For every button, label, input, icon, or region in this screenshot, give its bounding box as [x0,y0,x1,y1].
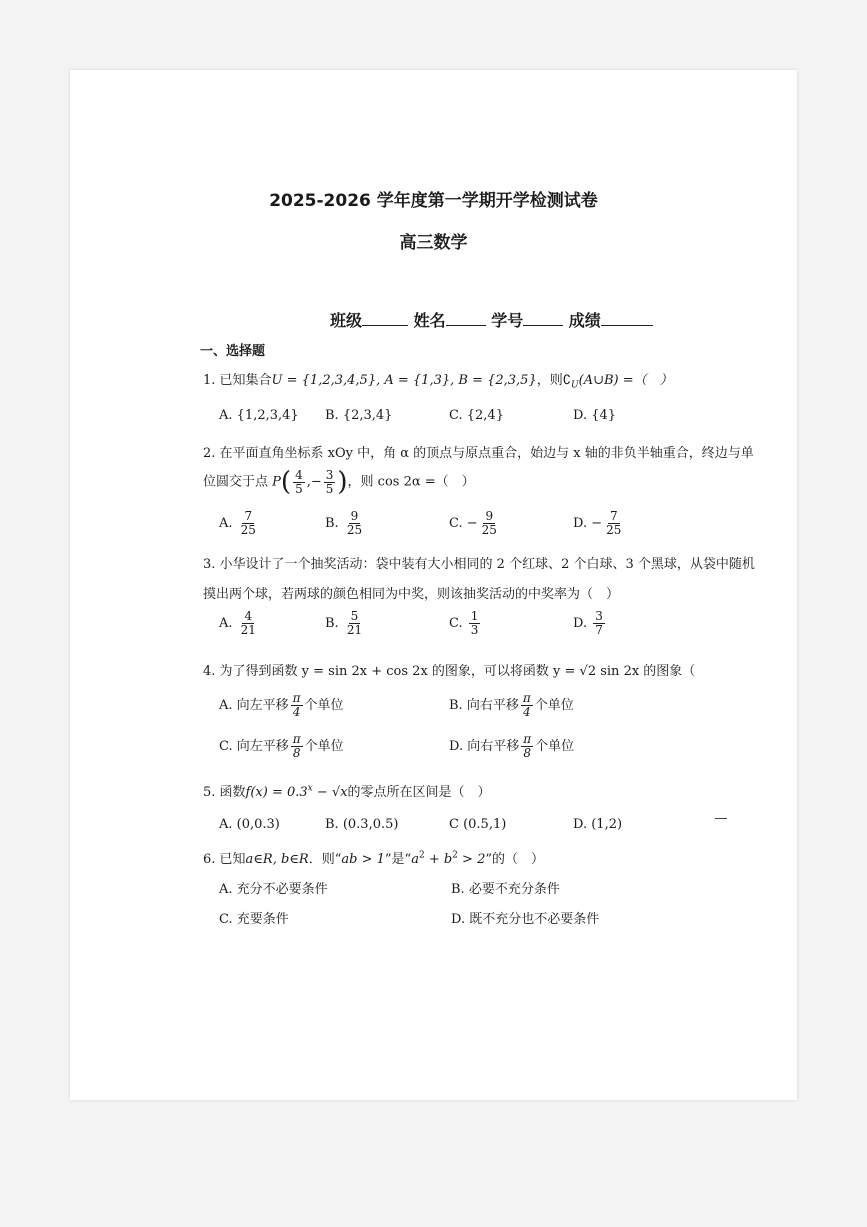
section-title: 一、选择题 [200,344,266,359]
name-label: 姓名 [413,311,446,330]
q4-option-d[interactable]: D. 向右平移 $\frac{\pi}{8}$ 个单位 [449,732,575,760]
q1-then: ，则 [536,373,563,388]
q2-point-p: P [272,474,281,490]
q2-y-frac: $\frac{3}{5}$ [325,467,334,496]
q5-prefix: 5. 函数 [203,785,246,800]
q6-end: ”的（ ） [485,852,544,867]
q3-option-b[interactable]: B. $\frac{5}{21}$ [325,609,363,637]
q6-mid1: ．则“ [308,852,342,867]
q1-option-d[interactable]: D. {4} [573,408,617,423]
id-label: 学号 [491,311,524,330]
score-label: 成绩 [568,311,601,330]
q2-option-c[interactable]: C. − $\frac{9}{25}$ [449,509,497,537]
q6-prefix: 6. 已知 [203,852,246,867]
question-3-line-2: 摸出两个球，若两球的颜色相同为中奖，则该抽奖活动的中奖率为（ ） [203,587,620,602]
question-2-line-1: 2. 在平面直角坐标系 xOy 中，角 α 的顶点与原点重合，始边与 x 轴的非负半轴重合，终边与单 [203,446,754,461]
q6-sq-a: 2 [418,850,425,861]
q2-y-sign: ,− [306,474,322,490]
q5-func: f(x) = 0.3 [245,785,308,800]
q6-c2a: a [411,852,419,867]
question-2-line-2: 位圆交于点 P( $\frac{4}{5}$ ,− $\frac{3}{5}$ )，则 cos 2α =（ ） [203,467,475,497]
q1-sub-u: U [571,380,579,391]
q2-prefix: 位圆交于点 [203,474,269,490]
q3-option-c[interactable]: C. $\frac{1}{3}$ [449,609,479,637]
q6-sq-b: 2 [452,850,458,861]
q5-exp: x [307,783,313,794]
q6-option-c[interactable]: C. 充要条件 [219,912,289,927]
q1-prefix: 1. 已知集合 [203,373,272,388]
q5-option-b[interactable]: B. (0.3,0.5) [325,817,399,832]
q6-c2b: + b [424,852,453,867]
q1-option-c[interactable]: C. {2,4} [449,408,504,423]
id-blank[interactable] [523,311,563,326]
q6-option-d[interactable]: D. 既不充分也不必要条件 [451,912,600,927]
q2-option-b[interactable]: B. $\frac{9}{25}$ [325,509,363,537]
q1-set-u: U = {1,2,3,4,5} [271,373,377,388]
stray-mark [715,818,727,819]
q5-option-c[interactable]: C (0.5,1) [449,817,507,832]
score-blank[interactable] [601,311,653,326]
q3-option-a[interactable]: A. $\frac{4}{21}$ [219,609,256,637]
q4-option-c[interactable]: C. 向左平移 $\frac{\pi}{8}$ 个单位 [219,732,344,760]
q5-option-d[interactable]: D. (1,2) [573,817,623,832]
q6-mid2: ”是“ [384,852,412,867]
student-info-line [330,308,653,331]
q2-option-a[interactable]: A. $\frac{7}{25}$ [219,509,256,537]
q4-option-a[interactable]: A. 向左平移 $\frac{\pi}{4}$ 个单位 [219,691,344,719]
class-label: 班级 [330,311,363,330]
question-4: 4. 为了得到函数 y = sin 2x + cos 2x 的图象，可以将函数 y = √2 sin 2x 的图象（ [203,664,696,679]
question-6 [203,848,544,867]
q4-option-b[interactable]: B. 向右平移 $\frac{\pi}{4}$ 个单位 [449,691,574,719]
q1-set-a: , A = {1,3} [376,373,451,388]
q1-option-b[interactable]: B. {2,3,4} [325,408,393,423]
q1-option-a[interactable]: A. {1,2,3,4} [219,408,299,423]
q5-option-a[interactable]: A. (0,0.3) [219,817,280,832]
q5-func-rest: − √x [312,785,348,800]
q2-option-d[interactable]: D. − $\frac{7}{25}$ [573,509,622,537]
q6-c1: ab > 1 [341,852,385,867]
q1-set-b: , B = {2,3,5} [450,373,537,388]
q6-option-b[interactable]: B. 必要不充分条件 [451,882,560,897]
exam-subtitle: 高三数学 [399,233,468,253]
question-3-line-1: 3. 小华设计了一个抽奖活动：袋中装有大小相同的 2 个红球、2 个白球、3 个黑球，从袋中随机 [203,557,755,572]
exam-title: 2025-2026 学年度第一学期开学检测试卷 [269,191,598,211]
q6-cond: a∈R, b∈R [245,852,309,867]
question-5 [203,781,491,800]
q2-suffix: ，则 cos 2α =（ ） [347,474,475,490]
q1-expr: (A∪B) =（ ） [578,373,673,388]
class-blank[interactable] [362,311,408,326]
q2-x-frac: $\frac{4}{5}$ [295,467,303,496]
q5-suffix: 的零点所在区间是（ ） [347,785,491,800]
q1-complement: ∁ [562,373,572,388]
q6-c2c: > 2 [457,852,486,867]
name-blank[interactable] [446,311,486,326]
question-1 [203,369,673,391]
q3-option-d[interactable]: D. $\frac{3}{7}$ [573,609,603,637]
q6-option-a[interactable]: A. 充分不必要条件 [219,882,328,897]
